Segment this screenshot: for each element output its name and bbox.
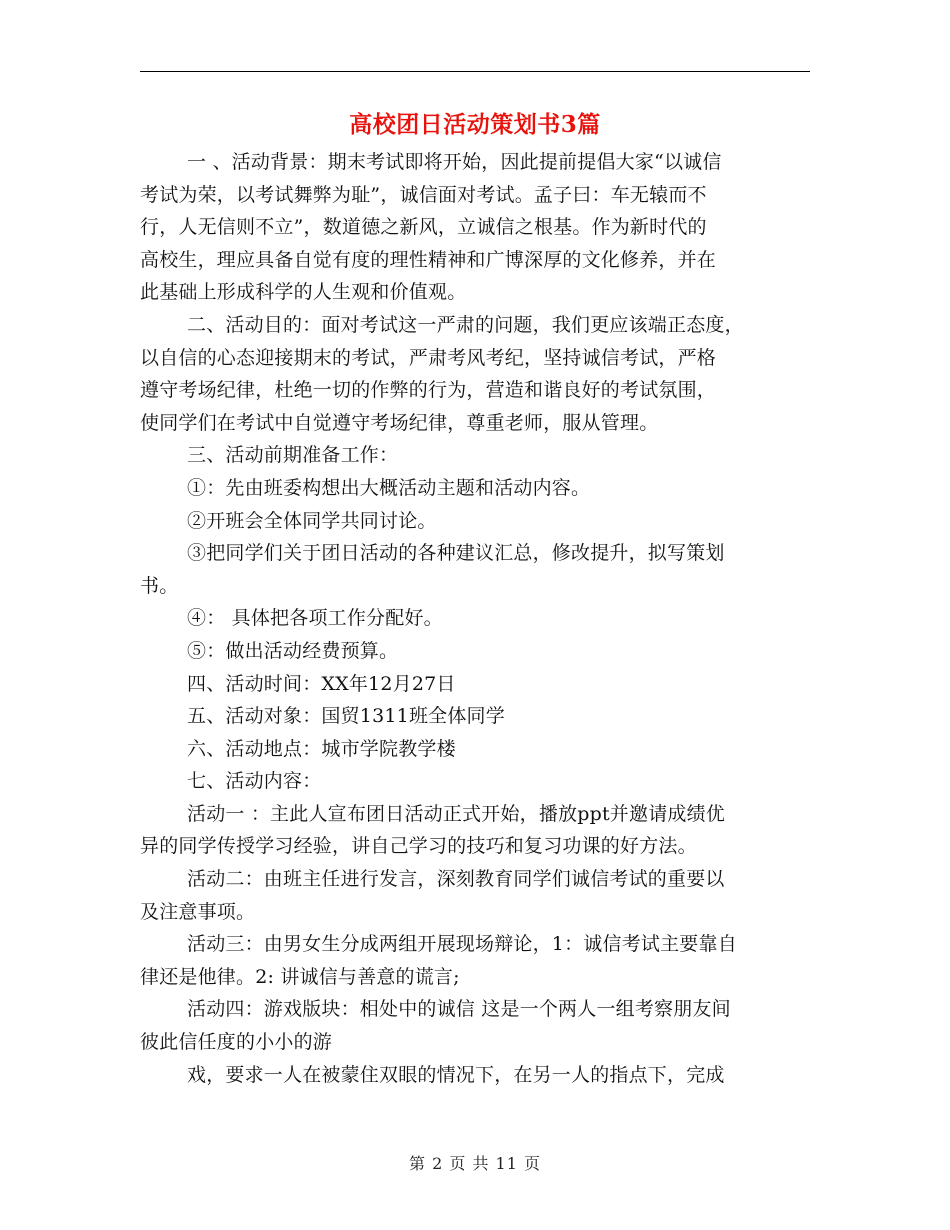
text-line: 考试为荣，以考试舞弊为耻”，诚信面对考试。孟子曰：车无辕而不 bbox=[140, 183, 707, 206]
text-line: 遵守考场纪律，杜绝一切的作弊的行为，营造和谐良好的考试氛围， bbox=[140, 379, 717, 402]
text-line: 高校生，理应具备自觉有度的理性精神和广博深厚的文化修养，并在 bbox=[140, 248, 717, 271]
text-line: 戏，要求一人在被蒙住双眼的情况下，在另一人的指点下，完成 bbox=[187, 1063, 725, 1086]
text-line: 四、活动时间：XX年12月27日 bbox=[187, 672, 456, 695]
text-line: 异的同学传授学习经验，讲自己学习的技巧和复习功课的好方法。 bbox=[140, 835, 697, 858]
text-line: 活动一 ：主此人宣布团日活动正式开始，播放ppt并邀请成绩优 bbox=[187, 802, 726, 825]
header-rule bbox=[140, 71, 810, 72]
text-line: ②开班会全体同学共同讨论。 bbox=[187, 509, 437, 532]
text-line: ④： 具体把各项工作分配好。 bbox=[187, 607, 443, 630]
text-line: 彼此信任度的小小的游 bbox=[140, 1031, 333, 1054]
text-line: ①：先由班委构想出大概活动主题和活动内容。 bbox=[187, 476, 591, 499]
document-body bbox=[140, 146, 810, 1091]
page-number-footer: 第 2 页 共 11 页 bbox=[409, 1154, 541, 1173]
text-line: 二、活动目的：面对考试这一严肃的问题，我们更应该端正态度， bbox=[187, 313, 744, 336]
text-line: ③把同学们关于团日活动的各种建议汇总，修改提升，拟写策划 bbox=[187, 542, 725, 565]
text-line: 律还是他律。2: 讲诚信与善意的谎言; bbox=[140, 965, 460, 988]
text-line: 使同学们在考试中自觉遵守考场纪律，尊重老师，服从管理。 bbox=[140, 411, 659, 434]
text-line: 以自信的心态迎接期末的考试，严肃考风考纪，坚持诚信考试，严格 bbox=[140, 346, 717, 369]
text-line: 及注意事项。 bbox=[140, 900, 256, 923]
text-line: 活动二：由班主任进行发言，深刻教育同学们诚信考试的重要以 bbox=[187, 868, 725, 891]
text-line: ⑤：做出活动经费预算。 bbox=[187, 639, 399, 662]
text-line: 一 、活动背景：期末考试即将开始，因此提前提倡大家“以诚信 bbox=[187, 151, 722, 173]
text-line: 三、活动前期准备工作： bbox=[187, 444, 399, 467]
document-title: 高校团日活动策划书3篇 bbox=[349, 111, 601, 138]
text-line: 七、活动内容： bbox=[187, 770, 322, 793]
text-line: 五、活动对象：国贸1311班全体同学 bbox=[187, 705, 505, 728]
text-line: 活动四：游戏版块：相处中的诚信 这是一个两人一组考察朋友间 bbox=[187, 998, 731, 1021]
text-line: 活动三：由男女生分成两组开展现场辩论，1：诚信考试主要靠自 bbox=[187, 933, 737, 956]
text-line: 行，人无信则不立”，数道德之新风，立诚信之根基。作为新时代的 bbox=[140, 216, 707, 239]
text-line: 此基础上形成科学的人生观和价值观。 bbox=[140, 281, 467, 304]
text-line: 书。 bbox=[140, 574, 179, 597]
text-line: 六、活动地点：城市学院教学楼 bbox=[187, 737, 456, 760]
